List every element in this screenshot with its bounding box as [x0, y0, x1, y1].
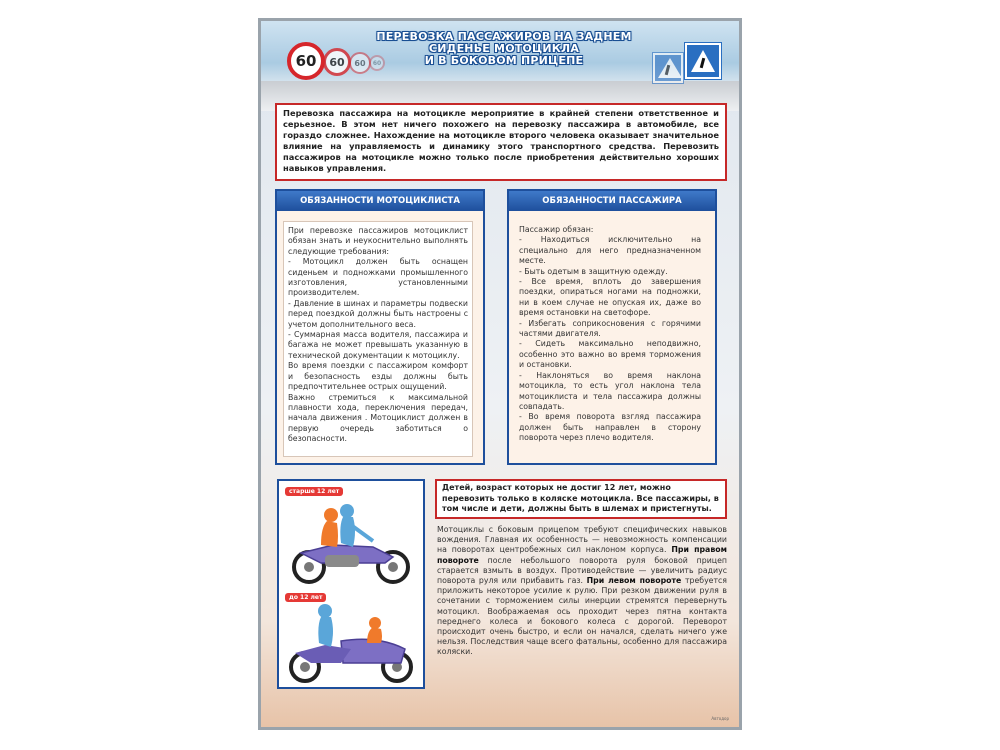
duty-line: - Давление в шинах и параметры подвески перед поездкой должны быть настроены с учетом дополнительного веса. [288, 298, 468, 329]
pedestrian-crossing-sign-icon [685, 43, 721, 79]
speed-limit-sign-icon: 60 [369, 55, 385, 71]
duty-line: Пассажир обязан: [519, 225, 594, 234]
motorcyclist-duties-heading: ОБЯЗАННОСТИ МОТОЦИКЛИСТА [277, 191, 483, 211]
duty-line: - Сидеть максимально неподвижно, особенно это важно во время торможения и остановки. [519, 339, 701, 370]
poster [258, 18, 742, 730]
poster-title: ПЕРЕВОЗКА ПАССАЖИРОВ НА ЗАДНЕМ СИДЕНЬЕ МОТОЦИКЛА И В БОКОВОМ ПРИЦЕПЕ [376, 30, 632, 67]
motorcyclist-duties-panel [275, 189, 485, 465]
sidecar-paragraph: требуется приложить некоторое усилие к рулю. При резком движении руля в сочетании с торможением силы инерции стремятся перевернуть мотоцикл. Воображаемая ось проходит через пятна контакта переднего колеса и бокового колеса с дорогой. Переворот происходит очень быстро, и если он начался, сделать ничего уже нельзя. Последствия чаще всего фатальны, особенно для пассажира коляски. [437, 576, 727, 657]
intro-text: Перевозка пассажира на мотоцикле мероприятие в крайней степени ответственное и серьезное. В этом нет ничего похожего на перевозку пассажира в автомобиле, все гораздо сложнее. Нахождение на мотоцикле второго человека оказывает значительное влияние на управляемость и динамику этого транспортного средства. Перевозить пассажиров на мотоцикле можно только после приобретения действительно хороших навыков управления. [275, 103, 727, 181]
age-badge-older: старше 12 лет [285, 487, 343, 496]
duty-line: Во время поездки с пассажиром комфорт и безопасность езды должны быть предпочтительнее острых ощущений. [288, 361, 468, 392]
age-badge-younger: до 12 лет [285, 593, 326, 602]
duty-line: - Во время поворота взгляд пассажира должен быть направлен в сторону поворота через плечо водителя. [519, 412, 701, 443]
passenger-duties-text [515, 221, 705, 457]
sidecar-paragraph: после небольшого поворота руля боковой прицеп старается взмыть в воздух. Противодействие — увеличить радиус поворота руля или прибавить газ. [437, 555, 727, 586]
speed-limit-sign-icon: 60 [287, 42, 325, 80]
speed-limit-sign-icon: 60 [323, 48, 351, 76]
right-turn-label: При правом повороте [437, 545, 727, 565]
motorcycle-with-sidecar-icon [281, 597, 421, 687]
illustrations-panel [277, 479, 425, 689]
duty-line: - Избегать соприкосновения с горячими частями двигателя. [519, 318, 701, 339]
left-turn-label: При левом повороте [586, 576, 682, 586]
duty-line: Важно стремиться к максимальной плавности хода, переключения передач, начала движения . Мотоциклист должен в первую очередь заботиться о безопасности. [288, 392, 468, 444]
passenger-duties-panel [507, 189, 717, 465]
duty-line: - Быть одетым в защитную одежду. [519, 266, 668, 276]
duty-line: - Суммарная масса водителя, пассажира и багажа не может превышать указанную в технической документации к мотоциклу. [288, 330, 468, 360]
children-warning: Детей, возраст которых не достиг 12 лет, можно перевозить только в коляске мотоцикла. Все пассажиры, в том числе и дети, должны быть в шлемах и пристегнуты. [435, 479, 727, 519]
passenger-duties-heading: ОБЯЗАННОСТИ ПАССАЖИРА [509, 191, 715, 211]
speed-limit-sign-icon: 60 [349, 52, 371, 74]
publisher-footer: Автодор [711, 716, 729, 721]
duty-line: - Находиться исключительно на специально для него предназначенном месте. [519, 235, 701, 266]
duty-line: - Мотоцикл должен быть оснащен сиденьем и подножками промышленного изготовления, установленными производителем. [288, 257, 468, 298]
motorcycle-with-passenger-icon [281, 497, 421, 587]
duty-line: При перевозке пассажиров мотоциклист обязан знать и неукоснительно выполнять следующие требования: [288, 226, 468, 256]
sidecar-text [437, 525, 727, 658]
sidecar-paragraph: Мотоциклы с боковым прицепом требуют специфических навыков вождения. Главная их особенность — невозможность компенсации на поворотах центробежных сил наклоном корпуса. [437, 525, 727, 555]
duty-line: - Все время, вплоть до завершения поездки, опираться ногами на подножки, ни в коем случае не опуская их, даже во время остановки на светофоре. [519, 277, 701, 318]
duty-line: - Наклоняться во время наклона мотоцикла, то есть угол наклона тела мотоциклиста и тела пассажира должны совпадать. [519, 370, 701, 411]
motorcyclist-duties-text [283, 221, 473, 457]
